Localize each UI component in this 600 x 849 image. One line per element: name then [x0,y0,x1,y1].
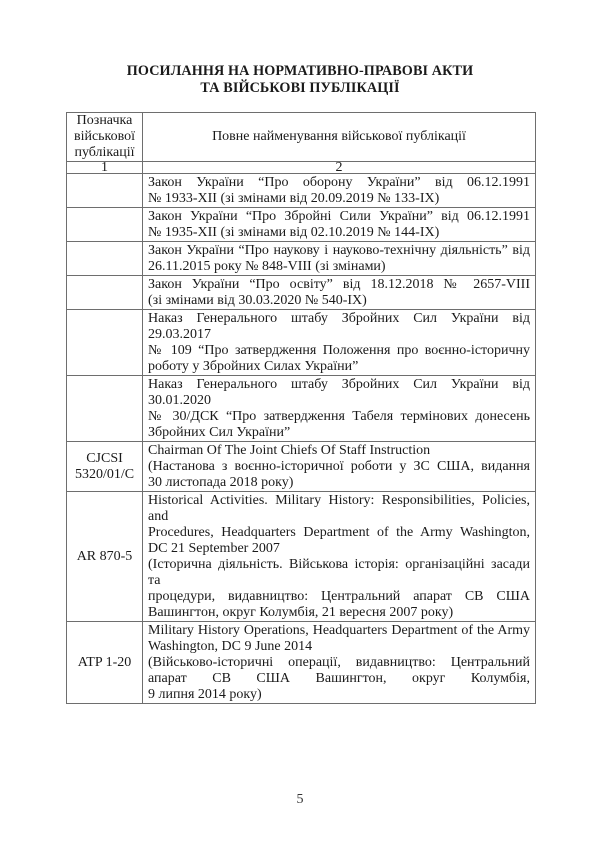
publication-text-line: (Настанова з воєнно-історичної роботи у ЗС США, видання [148,459,530,474]
publication-code-line: AR 870-5 [76,548,133,564]
publication-text-line: Збройних Сил України” [148,425,291,440]
publication-code [67,310,143,376]
page-title [0,63,600,97]
publication-text-line: № 1933-XII (зі змінами від 20.09.2019 № 133-IX) [148,191,440,206]
references-table [66,112,536,704]
publication-code [67,208,143,242]
table-row [67,242,536,276]
column-number-1: 1 [67,162,143,174]
publication-text-line: роботу у Збройних Силах України” [148,359,359,374]
publication-code-line: CJCSI [86,450,123,466]
table-row [67,310,536,376]
title-line-1: ПОСИЛАННЯ НА НОРМАТИВНО-ПРАВОВІ АКТИ [126,63,474,79]
publication-text-line: Наказ Генерального штабу Збройних Сил України від 30.01.2020 [148,377,530,408]
header-designation-line: Позначка [76,113,133,128]
header-row [67,113,536,162]
title-line-2: ТА ВІЙСЬКОВІ ПУБЛІКАЦІЇ [200,80,400,96]
publication-code [67,376,143,442]
publication-text-line: (Історична діяльність. Військова історія: організаційні засади та [148,557,530,588]
publication-full-name [143,276,536,310]
page-number: 5 [296,792,304,807]
publication-text-line: № 1935-XII (зі змінами від 02.10.2019 № 144-IX) [148,225,440,240]
publication-code [67,442,143,492]
publication-text-line: Procedures, Headquarters Department of the Army Washington, [148,525,530,540]
publication-text-line: 9 липня 2014 року) [148,687,262,702]
publication-text-line: Historical Activities. Military History: Responsibilities, Policies, and [148,493,530,524]
publication-text-line: процедури, видавництво: Центральний апарат СВ США [148,589,530,604]
table-row [67,174,536,208]
publication-full-name [143,376,536,442]
publication-text-line: Washington, DC 9 June 2014 [148,639,313,654]
publication-full-name [143,310,536,376]
publication-code-line: ATP 1-20 [77,654,132,670]
publication-text-line: Наказ Генерального штабу Збройних Сил України від 29.03.2017 [148,311,530,342]
publication-text-line: 26.11.2015 року № 848-VIII (зі змінами) [148,259,386,274]
header-designation-line: публікації [74,145,135,160]
table-row [67,276,536,310]
publication-full-name [143,492,536,622]
table-row [67,492,536,622]
column-number-row [67,162,536,174]
publication-text-line: Вашингтон, округ Колумбія, 21 вересня 2007 року) [148,605,454,620]
publication-code [67,492,143,622]
publication-text-line: Military History Operations, Headquarters Department of the Army [148,623,530,638]
publication-text-line: (зі змінами від 30.03.2020 № 540-IX) [148,293,367,308]
publication-code-line: 5320/01/C [74,466,135,482]
table-row [67,208,536,242]
publication-full-name [143,242,536,276]
publication-code [67,622,143,704]
publication-text-line: Закон України “Про наукову і науково-технічну діяльність” від [148,243,530,258]
header-designation [67,113,143,162]
publication-text-line: Закон України “Про оборону України” від 06.12.1991 [148,175,530,190]
publication-full-name [143,208,536,242]
table-row [67,442,536,492]
table-row [67,376,536,442]
publication-full-name [143,174,536,208]
header-designation-line: військової [73,129,136,144]
publication-text-line: Закон України “Про освіту” від 18.12.2018 № 2657-VIII [148,277,530,292]
publication-text-line: Закон України “Про Збройні Сили України” від 06.12.1991 [148,209,530,224]
publication-text-line: (Військово-історичні операції, видавництво: Центральний [148,655,530,670]
header-full-name: Повне найменування військової публікації [143,113,536,162]
publication-full-name [143,622,536,704]
publication-code [67,174,143,208]
publication-code [67,276,143,310]
publication-text-line: апарат СВ США Вашингтон, округ Колумбія, [148,671,530,686]
column-number-2: 2 [143,162,536,174]
publication-text-line: № 30/ДСК “Про затвердження Табеля термінових донесень [148,409,530,424]
publication-full-name [143,442,536,492]
publication-text-line: Chairman Of The Joint Chiefs Of Staff Instruction [148,443,431,458]
publication-text-line: 30 листопада 2018 року) [148,475,294,490]
table-row [67,622,536,704]
publication-code [67,242,143,276]
references-body [67,174,536,704]
publication-text-line: DC 21 September 2007 [148,541,280,556]
publication-text-line: № 109 “Про затвердження Положення про воєнно-історичну [148,343,530,358]
